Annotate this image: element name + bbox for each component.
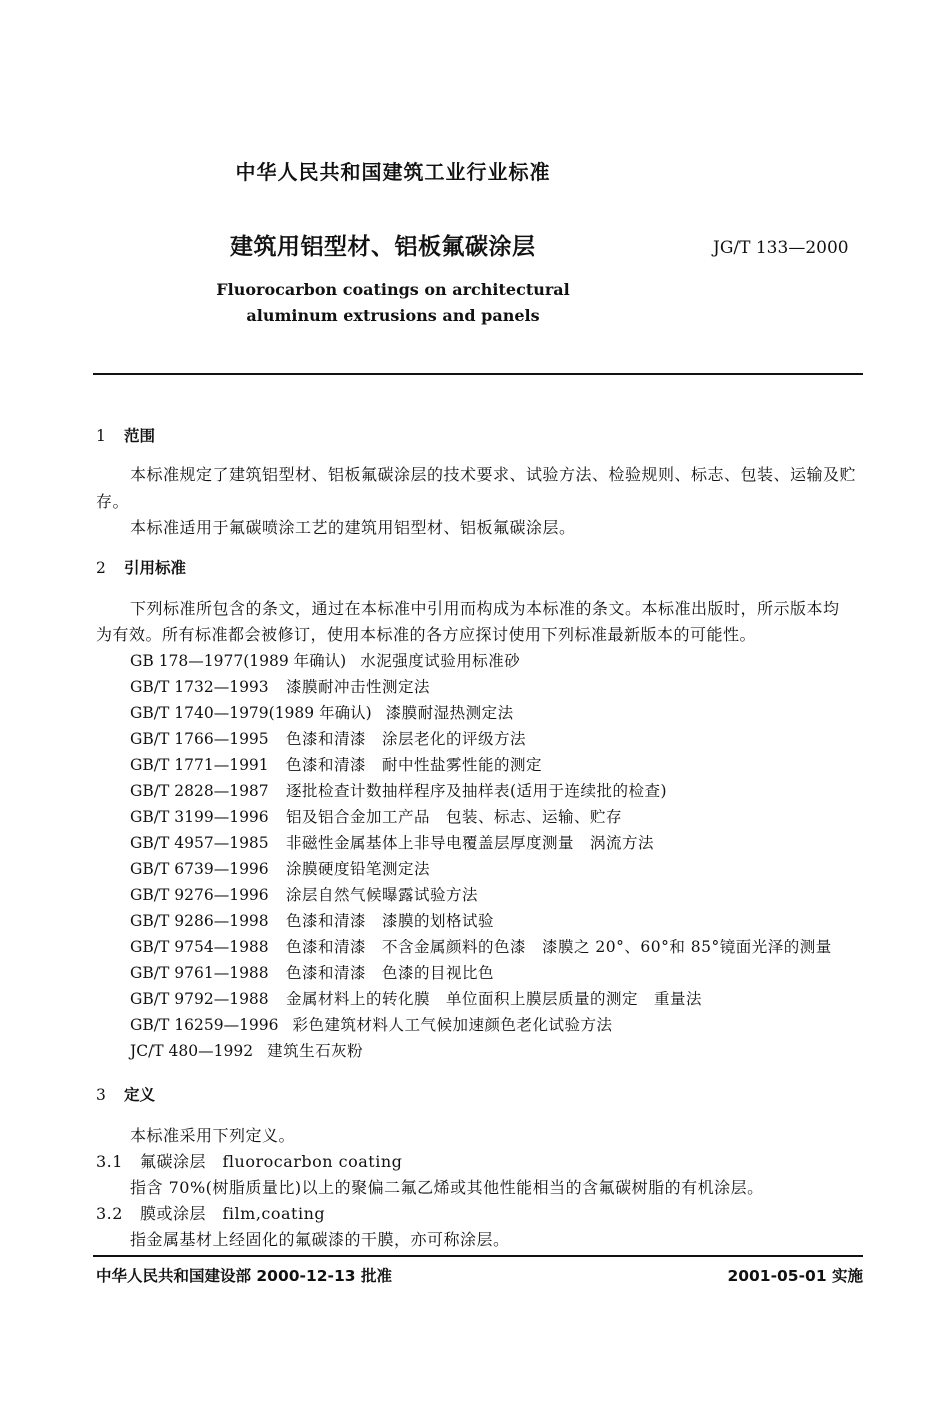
reference-item xyxy=(130,675,430,697)
reference-code: JC/T 480—1992 xyxy=(130,1042,254,1060)
reference-code: GB/T 9792—1988 xyxy=(130,990,269,1008)
reference-code: GB/T 6739—1996 xyxy=(130,860,269,878)
reference-title: 色漆和清漆 耐中性盐雾性能的测定 xyxy=(286,756,543,774)
reference-title: 色漆和清漆 不含金属颜料的色漆 漆膜之 20°、60°和 85°镜面光泽的测量 xyxy=(286,938,832,956)
reference-title: 漆膜耐湿热测定法 xyxy=(385,704,514,722)
definition-number: 3.1 xyxy=(96,1152,123,1171)
reference-item xyxy=(130,961,494,983)
reference-item xyxy=(130,727,526,749)
document-title: 建筑用铝型材、铝板氟碳涂层 xyxy=(230,234,536,260)
reference-code: GB/T 9761—1988 xyxy=(130,964,269,982)
reference-code: GB/T 1732—1993 xyxy=(130,678,269,696)
reference-title: 涂膜硬度铅笔测定法 xyxy=(286,860,431,878)
section-3-intro: 本标准采用下列定义。 xyxy=(130,1126,296,1145)
section-1-heading: 1 范围 xyxy=(96,426,156,445)
header-divider xyxy=(93,373,863,375)
reference-title: 逐批检查计数抽样程序及抽样表(适用于连续批的检查) xyxy=(286,782,668,800)
implementation-date: 2001-05-01 实施 xyxy=(727,1267,863,1285)
reference-item xyxy=(130,753,542,775)
reference-item xyxy=(130,857,430,879)
reference-code: GB/T 16259—1996 xyxy=(130,1016,279,1034)
reference-title: 色漆和清漆 涂层老化的评级方法 xyxy=(286,730,527,748)
reference-item xyxy=(130,935,832,957)
reference-item xyxy=(130,883,478,905)
section-1-paragraph-1-line-1: 本标准规定了建筑铝型材、铝板氟碳涂层的技术要求、试验方法、检验规则、标志、包装、运输及贮 xyxy=(130,465,857,484)
section-2-heading: 2 引用标准 xyxy=(96,558,187,577)
reference-title: 水泥强度试验用标准砂 xyxy=(360,652,521,670)
reference-title: 色漆和清漆 色漆的目视比色 xyxy=(286,964,495,982)
footer-divider xyxy=(93,1255,863,1257)
section-2-intro-line-2: 为有效。所有标准都会被修订，使用本标准的各方应探讨使用下列标准最新版本的可能性。 xyxy=(96,625,757,644)
reference-item xyxy=(130,1013,613,1035)
reference-code: GB 178—1977(1989 年确认) xyxy=(130,652,347,670)
section-1-paragraph-1-line-2: 存。 xyxy=(96,492,130,511)
national-standard-title: 中华人民共和国建筑工业行业标准 xyxy=(235,160,551,184)
definition-3-1-term xyxy=(96,1149,402,1172)
reference-code: GB/T 1771—1991 xyxy=(130,756,269,774)
definition-number: 3.2 xyxy=(96,1204,123,1223)
section-1-paragraph-2: 本标准适用于氟碳喷涂工艺的建筑用铝型材、铝板氟碳涂层。 xyxy=(130,518,576,537)
reference-title: 铝及铝合金加工产品 包装、标志、运输、贮存 xyxy=(286,808,623,826)
document-code: JG/T 133—2000 xyxy=(713,238,849,258)
reference-code: GB/T 9276—1996 xyxy=(130,886,269,904)
english-title-line-2: aluminum extrusions and panels xyxy=(246,306,540,325)
definition-term: 氟碳涂层 fluorocarbon coating xyxy=(140,1152,403,1171)
reference-item xyxy=(130,1039,363,1061)
reference-code: GB/T 9286—1998 xyxy=(130,912,269,930)
reference-item xyxy=(130,649,520,671)
reference-code: GB/T 1766—1995 xyxy=(130,730,269,748)
definition-3-2-text: 指金属基材上经固化的氟碳漆的干膜，亦可称涂层。 xyxy=(130,1230,510,1249)
reference-title: 色漆和清漆 漆膜的划格试验 xyxy=(286,912,495,930)
reference-code: GB/T 4957—1985 xyxy=(130,834,269,852)
reference-code: GB/T 9754—1988 xyxy=(130,938,269,956)
reference-item xyxy=(130,805,622,827)
english-title-line-1: Fluorocarbon coatings on architectural xyxy=(216,280,570,299)
reference-item xyxy=(130,779,667,801)
section-2-intro-line-1: 下列标准所包含的条文，通过在本标准中引用而构成为本标准的条文。本标准出版时，所示版本均 xyxy=(130,599,840,618)
reference-title: 非磁性金属基体上非导电覆盖层厚度测量 涡流方法 xyxy=(286,834,655,852)
reference-item xyxy=(130,831,654,853)
reference-title: 金属材料上的转化膜 单位面积上膜层质量的测定 重量法 xyxy=(286,990,703,1008)
definition-3-1-text: 指含 70%(树脂质量比)以上的聚偏二氟乙烯或其他性能相当的含氟碳树脂的有机涂层。 xyxy=(130,1178,764,1197)
reference-code: GB/T 1740—1979(1989 年确认) xyxy=(130,704,372,722)
reference-title: 漆膜耐冲击性测定法 xyxy=(286,678,431,696)
reference-code: GB/T 3199—1996 xyxy=(130,808,269,826)
reference-item xyxy=(130,909,494,931)
reference-title: 建筑生石灰粉 xyxy=(267,1042,364,1060)
reference-title: 彩色建筑材料人工气候加速颜色老化试验方法 xyxy=(292,1016,613,1034)
definition-3-2-term xyxy=(96,1201,325,1224)
reference-title: 涂层自然气候曝露试验方法 xyxy=(286,886,479,904)
definition-term: 膜或涂层 film,coating xyxy=(140,1204,326,1223)
reference-item xyxy=(130,701,514,723)
approval-note: 中华人民共和国建设部 2000-12-13 批准 xyxy=(96,1267,392,1285)
reference-code: GB/T 2828—1987 xyxy=(130,782,269,800)
section-3-heading: 3 定义 xyxy=(96,1085,156,1104)
reference-item xyxy=(130,987,702,1009)
